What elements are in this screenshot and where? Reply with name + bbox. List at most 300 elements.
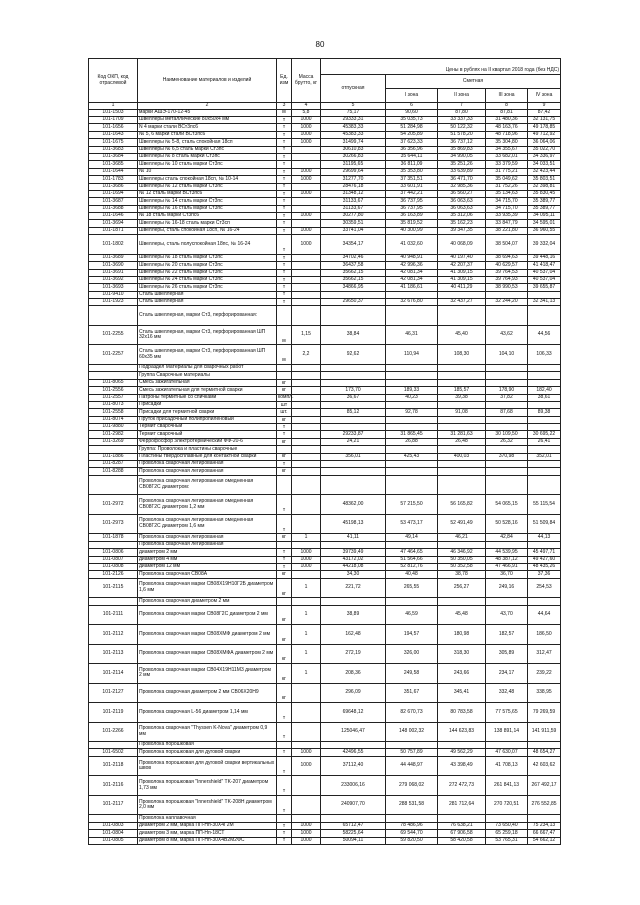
cell-zone-4: 49 712,92 <box>528 131 561 138</box>
cell-unit <box>277 598 292 605</box>
cell-code: 101-0803 <box>89 822 138 829</box>
cell-name: Проволока порошковая для дуговой сварки вертикальных швов <box>138 756 277 776</box>
cell-zone-4: 32 131,75 <box>528 116 561 123</box>
cell-zone-3 <box>486 475 528 495</box>
cell-release-price: 35662,15 <box>321 269 386 276</box>
cell-zone-2: 256,27 <box>438 578 486 598</box>
cell-mass: 1 <box>292 605 321 625</box>
cell-mass <box>292 514 321 534</box>
cell-mass <box>292 276 321 283</box>
cell-mass: 1000 <box>292 124 321 131</box>
cell-zone-2 <box>438 416 486 423</box>
cell-zone-4: 45 497,71 <box>528 549 561 556</box>
cell-zone-4: 34 033,51 <box>528 161 561 168</box>
cell-unit: т <box>277 756 292 776</box>
cell-zone-4: 40 537,04 <box>528 276 561 283</box>
cell-release-price: 31348,12 <box>321 190 386 197</box>
cell-zone-4: 276 552,85 <box>528 795 561 815</box>
cell-code: 101-1503 <box>89 109 138 116</box>
table-row <box>89 254 561 261</box>
cell-zone-2: 36 471,70 <box>438 176 486 183</box>
cell-zone-4: 35 022,70 <box>528 146 561 153</box>
cell-zone-3: 332,48 <box>486 683 528 703</box>
table-row <box>89 364 561 371</box>
column-number: 5 <box>321 103 386 110</box>
column-number: 2 <box>138 103 277 110</box>
table-row <box>89 461 561 468</box>
table-row <box>89 131 561 138</box>
cell-code: 101-2557 <box>89 394 138 401</box>
cell-release-price: 221,72 <box>321 578 386 598</box>
cell-release-price: 31195,65 <box>321 161 386 168</box>
cell-zone-3 <box>486 424 528 431</box>
cell-name: Проволока порошковая "Innershield" TK-207 диаметром 1,73 мм <box>138 776 277 796</box>
cell-zone-3: 33 847,79 <box>486 220 528 227</box>
cell-release-price: 35662,15 <box>321 276 386 283</box>
cell-zone-3: 182,57 <box>486 625 528 645</box>
cell-zone-2: 32 985,36 <box>438 183 486 190</box>
cell-zone-1: 189,33 <box>386 387 438 394</box>
cell-zone-3: 38 221,80 <box>486 227 528 234</box>
cell-zone-3: 73 650,40 <box>486 822 528 829</box>
cell-mass: 1000 <box>292 756 321 776</box>
cell-release-price <box>321 541 386 548</box>
cell-zone-3: 50 528,16 <box>486 514 528 534</box>
table-row <box>89 534 561 541</box>
cell-mass: 1000 <box>292 235 321 255</box>
cell-name: Сталь швеллерная, марки Ст3, перфорированная ШП 32х16 мм <box>138 325 277 345</box>
cell-unit: т <box>277 254 292 261</box>
cell-mass <box>292 703 321 723</box>
cell-zone-4 <box>528 424 561 431</box>
table-row <box>89 837 561 844</box>
cell-code: 101-2972 <box>89 495 138 515</box>
cell-unit: т <box>277 139 292 146</box>
cell-release-price: 34702,46 <box>321 254 386 261</box>
cell-name: Проволока сварочная марки СВ08ХМФ диаметром 2 мм <box>138 625 277 645</box>
cell-zone-3: 36,70 <box>486 571 528 578</box>
cell-zone-3: 47 466,91 <box>486 563 528 570</box>
cell-mass <box>292 683 321 703</box>
cell-code <box>89 742 138 749</box>
cell-zone-3: 48 718,96 <box>486 131 528 138</box>
cell-code: 101-2112 <box>89 625 138 645</box>
cell-name: Швеллеры № 16-18 сталь марки Ст3сп <box>138 220 277 227</box>
cell-unit: кг <box>277 453 292 460</box>
header-unit: Ед. изм <box>277 59 292 103</box>
cell-name: Присадки <box>138 401 277 408</box>
cell-release-price: 37112,40 <box>321 756 386 776</box>
cell-zone-4 <box>528 475 561 495</box>
cell-code: 101-3690 <box>89 262 138 269</box>
header-prices: Цены в рублях на II квартал 2018 года (без НДС) <box>321 59 561 75</box>
table-row <box>89 664 561 684</box>
cell-unit: т <box>277 213 292 220</box>
cell-release-price: 272,19 <box>321 644 386 664</box>
table-row <box>89 401 561 408</box>
table-row <box>89 299 561 306</box>
header-zone-1: I зона <box>386 89 438 103</box>
cell-code: 101-3688 <box>89 205 138 212</box>
cell-code: 101-1923 <box>89 299 138 306</box>
cell-zone-3: 43,70 <box>486 605 528 625</box>
cell-mass: 1000 <box>292 549 321 556</box>
cell-zone-1 <box>386 306 438 326</box>
cell-release-price <box>321 742 386 749</box>
cell-zone-1: 40,48 <box>386 571 438 578</box>
cell-zone-2: 46,21 <box>438 534 486 541</box>
cell-name: Подраздел Материалы для сварочных работ <box>138 364 277 371</box>
cell-unit: т <box>277 269 292 276</box>
cell-zone-2: 272 472,73 <box>438 776 486 796</box>
cell-code: 101-2114 <box>89 664 138 684</box>
cell-mass <box>292 453 321 460</box>
cell-zone-3: 38 504,07 <box>486 235 528 255</box>
cell-zone-4: 48 435,26 <box>528 563 561 570</box>
cell-zone-4: 39 655,87 <box>528 284 561 291</box>
cell-mass <box>292 198 321 205</box>
cell-zone-3: 138 891,14 <box>486 722 528 742</box>
cell-name: № 10 <box>138 168 277 175</box>
cell-zone-4: 106,33 <box>528 345 561 365</box>
cell-zone-2: 52 491,49 <box>438 514 486 534</box>
cell-name: Группа Сварочные материалы <box>138 372 277 379</box>
cell-zone-3: 38 694,63 <box>486 254 528 261</box>
cell-zone-3: 43,62 <box>486 325 528 345</box>
cell-mass <box>292 468 321 475</box>
cell-zone-3: 261 841,13 <box>486 776 528 796</box>
cell-mass <box>292 183 321 190</box>
cell-zone-2: 243,66 <box>438 664 486 684</box>
table-row <box>89 644 561 664</box>
cell-code: 101-1694 <box>89 190 138 197</box>
cell-name: Швеллеры металлические 80х50х4 мм <box>138 116 277 123</box>
cell-zone-1 <box>386 401 438 408</box>
cell-zone-3: 34 355,67 <box>486 146 528 153</box>
cell-zone-3: 41 708,13 <box>486 756 528 776</box>
cell-zone-1: 35 819,52 <box>386 220 438 227</box>
cell-zone-3: 31 752,26 <box>486 183 528 190</box>
cell-zone-1: 78 486,96 <box>386 822 438 829</box>
cell-zone-2: 33 337,33 <box>438 116 486 123</box>
cell-zone-1 <box>386 446 438 453</box>
table-row <box>89 703 561 723</box>
header-code: Код ОКП, код отраслевой <box>89 59 138 103</box>
cell-zone-3: 35 304,80 <box>486 139 528 146</box>
cell-code: 101-2115 <box>89 578 138 598</box>
cell-mass <box>292 387 321 394</box>
cell-unit: т <box>277 190 292 197</box>
cell-unit <box>277 541 292 548</box>
cell-unit <box>277 815 292 822</box>
cell-release-price: 30266,83 <box>321 153 386 160</box>
cell-zone-2: 345,41 <box>438 683 486 703</box>
cell-mass <box>292 146 321 153</box>
cell-release-price <box>321 424 386 431</box>
cell-name: диаметром 2 мм <box>138 549 277 556</box>
cell-mass <box>292 299 321 306</box>
table-row <box>89 153 561 160</box>
column-number: 7 <box>438 103 486 110</box>
cell-unit: кг <box>277 416 292 423</box>
cell-zone-4: 312,47 <box>528 644 561 664</box>
cell-release-price: 39739,49 <box>321 549 386 556</box>
cell-release-price: 34354,17 <box>321 235 386 255</box>
table-row <box>89 116 561 123</box>
cell-release-price: 30610,83 <box>321 146 386 153</box>
cell-zone-4 <box>528 468 561 475</box>
cell-code: 101-1656 <box>89 124 138 131</box>
cell-name: Пластины твердосплавные для контактной сварки <box>138 453 277 460</box>
cell-name: Проволока сварочная легированная <box>138 534 277 541</box>
table-row <box>89 213 561 220</box>
cell-unit: кг <box>277 468 292 475</box>
cell-unit: м <box>277 325 292 345</box>
cell-zone-2: 42 207,37 <box>438 262 486 269</box>
cell-zone-2: 400,03 <box>438 453 486 460</box>
cell-code: 101-3691 <box>89 269 138 276</box>
cell-zone-2: 41 309,15 <box>438 269 486 276</box>
header-estimate-price: Сметная <box>386 75 561 89</box>
cell-unit: т <box>277 461 292 468</box>
cell-zone-3 <box>486 446 528 453</box>
cell-mass <box>292 722 321 742</box>
table-row <box>89 625 561 645</box>
cell-release-price <box>321 291 386 298</box>
cell-code: 101-3269 <box>89 438 138 445</box>
cell-zone-4: 44,64 <box>528 605 561 625</box>
cell-mass <box>292 161 321 168</box>
cell-zone-2 <box>438 446 486 453</box>
cell-zone-1: 36 811,09 <box>386 161 438 168</box>
cell-unit: т <box>277 183 292 190</box>
cell-zone-2: 45,48 <box>438 605 486 625</box>
cell-zone-3: 48 163,76 <box>486 124 528 131</box>
cell-zone-3: 370,98 <box>486 453 528 460</box>
cell-release-price: 356,01 <box>321 453 386 460</box>
cell-zone-4: 44,56 <box>528 325 561 345</box>
cell-zone-4 <box>528 598 561 605</box>
cell-unit: т <box>277 495 292 515</box>
header-zone-2: II зона <box>438 89 486 103</box>
cell-unit: кг <box>277 664 292 684</box>
cell-zone-2: 87,80 <box>438 109 486 116</box>
cell-name: Швеллеры № 24 сталь марки Ст3пс <box>138 276 277 283</box>
cell-zone-1: 42 996,36 <box>386 262 438 269</box>
cell-unit: т <box>277 424 292 431</box>
cell-mass <box>292 205 321 212</box>
cell-unit: т <box>277 168 292 175</box>
cell-name: Смесь зажигательная <box>138 379 277 386</box>
cell-name: Термит сварочный <box>138 431 277 438</box>
cell-code: 101-1802 <box>89 235 138 255</box>
cell-zone-4: 87,42 <box>528 109 561 116</box>
cell-name: Сталь швеллерная, марки Ст3, перфорированная ШП 60х35 мм <box>138 345 277 365</box>
cell-zone-1: 36 737,95 <box>386 205 438 212</box>
cell-unit: т <box>277 235 292 255</box>
cell-name: диаметром 3 мм, марка ПП-Нп-18СТ <box>138 830 277 837</box>
cell-zone-1: 50 757,89 <box>386 749 438 756</box>
cell-release-price: 30277,80 <box>321 213 386 220</box>
cell-code: 101-2556 <box>89 387 138 394</box>
cell-name: Проволока сварочная СВ08А <box>138 571 277 578</box>
cell-zone-3: 87,81 <box>486 109 528 116</box>
cell-zone-4: 54 662,12 <box>528 837 561 844</box>
cell-zone-2: 40 197,40 <box>438 254 486 261</box>
cell-code: 101-2973 <box>89 514 138 534</box>
cell-zone-3: 104,10 <box>486 345 528 365</box>
cell-zone-1: 288 531,58 <box>386 795 438 815</box>
cell-unit <box>277 475 292 495</box>
cell-name: диаметром 12 мм <box>138 563 277 570</box>
cell-release-price: 45383,33 <box>321 131 386 138</box>
cell-release-price <box>321 372 386 379</box>
cell-name: Проволока сварочная диаметром 2 мм СВ06Х20Н9 <box>138 683 277 703</box>
cell-code: 101-3683 <box>89 146 138 153</box>
table-row <box>89 176 561 183</box>
cell-zone-2 <box>438 742 486 749</box>
cell-release-price <box>321 416 386 423</box>
cell-zone-2: 36 737,12 <box>438 139 486 146</box>
cell-name: Проволока порошковая <box>138 742 277 749</box>
cell-unit: т <box>277 198 292 205</box>
table-row <box>89 749 561 756</box>
table-row <box>89 495 561 515</box>
cell-zone-2: 41 309,15 <box>438 276 486 283</box>
table-row <box>89 514 561 534</box>
cell-name: Пруток присадочный полипропиленовый <box>138 416 277 423</box>
cell-zone-4: 51 509,84 <box>528 514 561 534</box>
cell-code: 101-3684 <box>89 153 138 160</box>
cell-zone-3 <box>486 364 528 371</box>
page-number: 80 <box>315 40 325 49</box>
cell-zone-4: 141 911,59 <box>528 722 561 742</box>
cell-release-price: 50094,11 <box>321 837 386 844</box>
cell-mass <box>292 571 321 578</box>
cell-zone-1 <box>386 468 438 475</box>
cell-release-price: 34,30 <box>321 571 386 578</box>
table-row <box>89 394 561 401</box>
cell-mass: 1000 <box>292 563 321 570</box>
cell-mass: 1 <box>292 625 321 645</box>
cell-code: 101-1886 <box>89 453 138 460</box>
cell-name: Присадки для термитной сварки <box>138 409 277 416</box>
cell-unit <box>277 372 292 379</box>
cell-name: № 12 сталь марки ВСт3пс6 <box>138 190 277 197</box>
cell-name: Проволока порошковая для дуговой сварки <box>138 749 277 756</box>
cell-unit: кг <box>277 534 292 541</box>
cell-mass: 1000 <box>292 837 321 844</box>
cell-release-price: 44218,08 <box>321 563 386 570</box>
cell-zone-4: 32 423,44 <box>528 168 561 175</box>
table-row <box>89 345 561 365</box>
cell-code: 101-0806 <box>89 549 138 556</box>
cell-zone-2: 40 411,29 <box>438 284 486 291</box>
cell-zone-3: 31 480,36 <box>486 116 528 123</box>
cell-code: 101-2126 <box>89 571 138 578</box>
cell-unit: т <box>277 549 292 556</box>
cell-zone-2: 39 347,35 <box>438 227 486 234</box>
cell-zone-3 <box>486 291 528 298</box>
cell-zone-1: 40 948,91 <box>386 254 438 261</box>
cell-unit: т <box>277 161 292 168</box>
cell-code: 101-2113 <box>89 644 138 664</box>
cell-unit: т <box>277 116 292 123</box>
cell-unit: т <box>277 514 292 534</box>
cell-release-price: 28476,18 <box>321 183 386 190</box>
cell-zone-1 <box>386 364 438 371</box>
table-row <box>89 291 561 298</box>
table-row <box>89 742 561 749</box>
cell-zone-3: 87,68 <box>486 409 528 416</box>
cell-code: 101-1643 <box>89 131 138 138</box>
cell-release-price: 31277,70 <box>321 176 386 183</box>
column-number: 8 <box>486 103 528 110</box>
table-row <box>89 438 561 445</box>
cell-mass <box>292 269 321 276</box>
cell-zone-2 <box>438 468 486 475</box>
table-body <box>89 109 561 844</box>
cell-zone-2 <box>438 379 486 386</box>
cell-name: Швеллеры № 26 сталь марки Ст3пс <box>138 284 277 291</box>
column-number: 4 <box>292 103 321 110</box>
cell-mass <box>292 220 321 227</box>
cell-unit: кг <box>277 605 292 625</box>
cell-name: Швеллеры № 8 сталь марки Ст3пс <box>138 153 277 160</box>
cell-zone-1: 36 356,96 <box>386 146 438 153</box>
cell-name: N 4 марки стали ВСт3пс6 <box>138 124 277 131</box>
cell-zone-3: 54 065,15 <box>486 495 528 515</box>
cell-zone-2: 180,98 <box>438 625 486 645</box>
table-row <box>89 822 561 829</box>
cell-zone-1: 279 068,02 <box>386 776 438 796</box>
cell-zone-4: 55 115,54 <box>528 495 561 515</box>
cell-zone-2: 31 281,63 <box>438 431 486 438</box>
cell-release-price: 43172,02 <box>321 556 386 563</box>
table-row <box>89 722 561 742</box>
cell-name: Сталь швеллерная, марки Ст3, перфорированная: <box>138 306 277 326</box>
cell-code: 101-2119 <box>89 703 138 723</box>
cell-zone-2 <box>438 372 486 379</box>
cell-zone-4: 32 398,81 <box>528 183 561 190</box>
table-row <box>89 372 561 379</box>
cell-name: Группа: Проволока и пластины сварочные <box>138 446 277 453</box>
table-row <box>89 468 561 475</box>
cell-mass <box>292 284 321 291</box>
cell-unit: т <box>277 776 292 796</box>
cell-zone-2 <box>438 541 486 548</box>
cell-mass <box>292 815 321 822</box>
cell-code: 101-0805 <box>89 837 138 844</box>
cell-zone-3: 30 109,50 <box>486 431 528 438</box>
column-number: 3 <box>277 103 292 110</box>
cell-mass: 1,15 <box>292 325 321 345</box>
cell-release-price: 29699,64 <box>321 168 386 175</box>
cell-zone-1: 92,78 <box>386 409 438 416</box>
cell-name: Проволока сварочная легированная омедненная СВ08Г2С диаметром 1,2 мм <box>138 495 277 515</box>
cell-release-price: 69648,12 <box>321 703 386 723</box>
cell-release-price <box>321 379 386 386</box>
table-row <box>89 109 561 116</box>
cell-code: 101-2117 <box>89 795 138 815</box>
cell-code: 101-1783 <box>89 176 138 183</box>
cell-code: 101-3686 <box>89 183 138 190</box>
cell-zone-3: 178,90 <box>486 387 528 394</box>
cell-mass <box>292 379 321 386</box>
cell-zone-1: 265,55 <box>386 578 438 598</box>
cell-release-price: 38,84 <box>321 325 386 345</box>
cell-name: Швеллеры № 20 сталь марки Ст3пс <box>138 262 277 269</box>
